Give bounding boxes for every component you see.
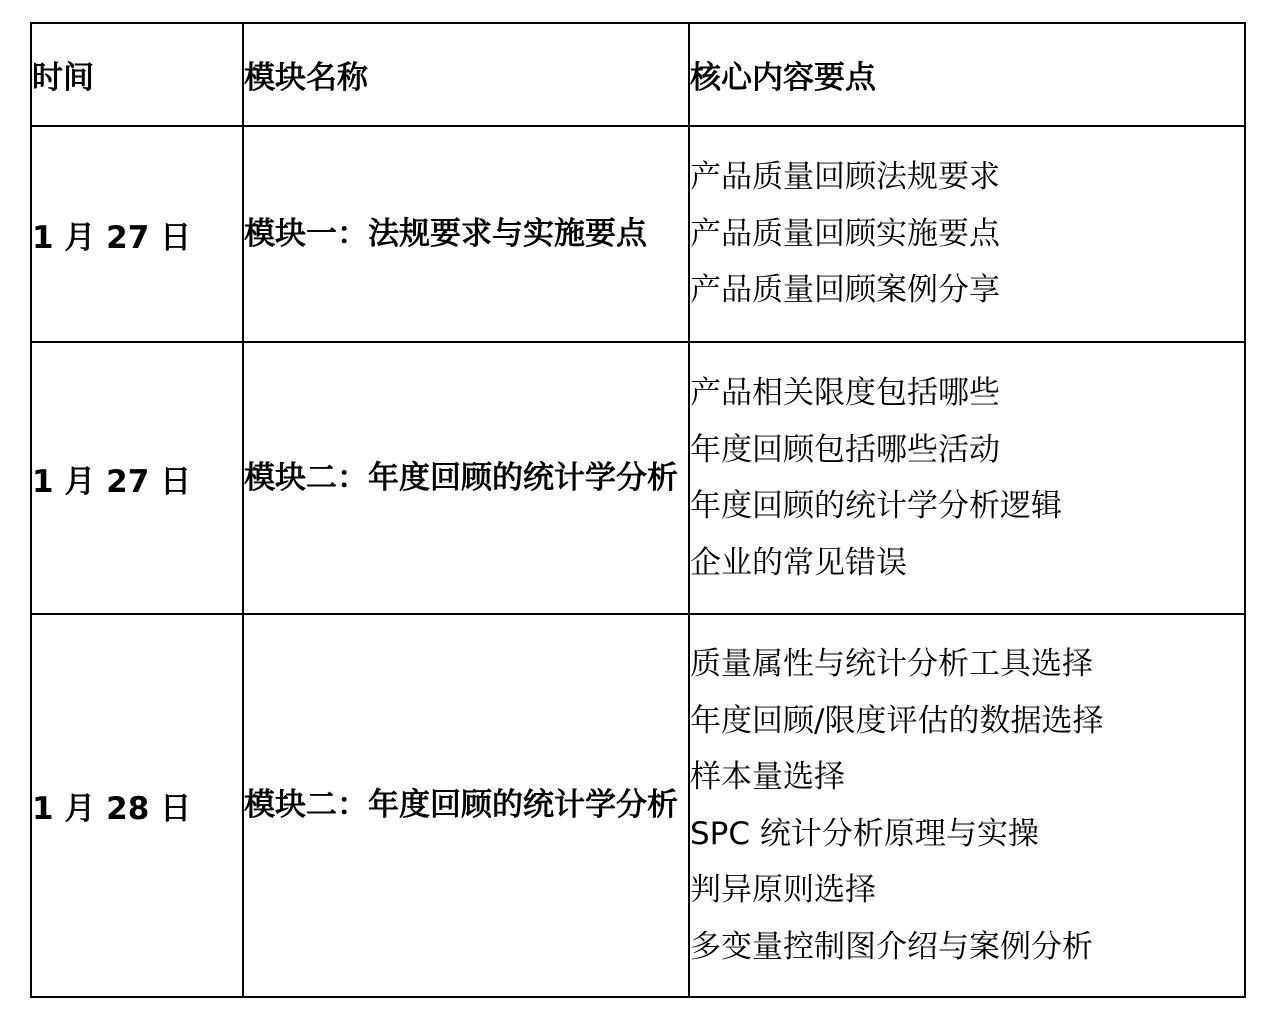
content-point-list [690, 636, 1244, 975]
content-point: 产品质量回顾案例分享 [690, 272, 1000, 309]
content-point: 产品质量回顾实施要点 [690, 215, 1000, 252]
content-cell [689, 126, 1245, 342]
content-point: 年度回顾包括哪些活动 [690, 431, 1000, 468]
module-cell: 模块二：年度回顾的统计学分析 [243, 614, 689, 997]
header-content: 核心内容要点 [689, 23, 1245, 126]
content-point: 产品质量回顾法规要求 [690, 159, 1000, 196]
table-header-row [31, 23, 1245, 126]
content-point: SPC 统计分析原理与实操 [690, 815, 1039, 852]
time-cell: 1 月 28 日 [31, 614, 243, 997]
header-module: 模块名称 [243, 23, 689, 126]
schedule-table [30, 22, 1246, 998]
time-cell: 1 月 27 日 [31, 342, 243, 614]
module-cell: 模块一：法规要求与实施要点 [243, 126, 689, 342]
table-row [31, 614, 1245, 997]
content-point: 判异原则选择 [690, 872, 876, 908]
content-point: 产品相关限度包括哪些 [690, 375, 1000, 411]
content-point: 年度回顾/限度评估的数据选择 [690, 702, 1104, 739]
header-time: 时间 [31, 23, 243, 126]
content-point: 企业的常见错误 [690, 544, 907, 581]
content-point: 质量属性与统计分析工具选择 [690, 646, 1093, 682]
time-cell: 1 月 27 日 [31, 126, 243, 342]
content-point-list [690, 365, 1244, 591]
module-cell: 模块二：年度回顾的统计学分析 [243, 342, 689, 614]
content-point: 年度回顾的统计学分析逻辑 [690, 488, 1062, 524]
table-row [31, 342, 1245, 614]
content-cell [689, 342, 1245, 614]
content-point-list [690, 149, 1244, 319]
content-cell [689, 614, 1245, 997]
table-row [31, 126, 1245, 342]
content-point: 多变量控制图介绍与案例分析 [690, 928, 1093, 965]
content-point: 样本量选择 [690, 759, 845, 795]
